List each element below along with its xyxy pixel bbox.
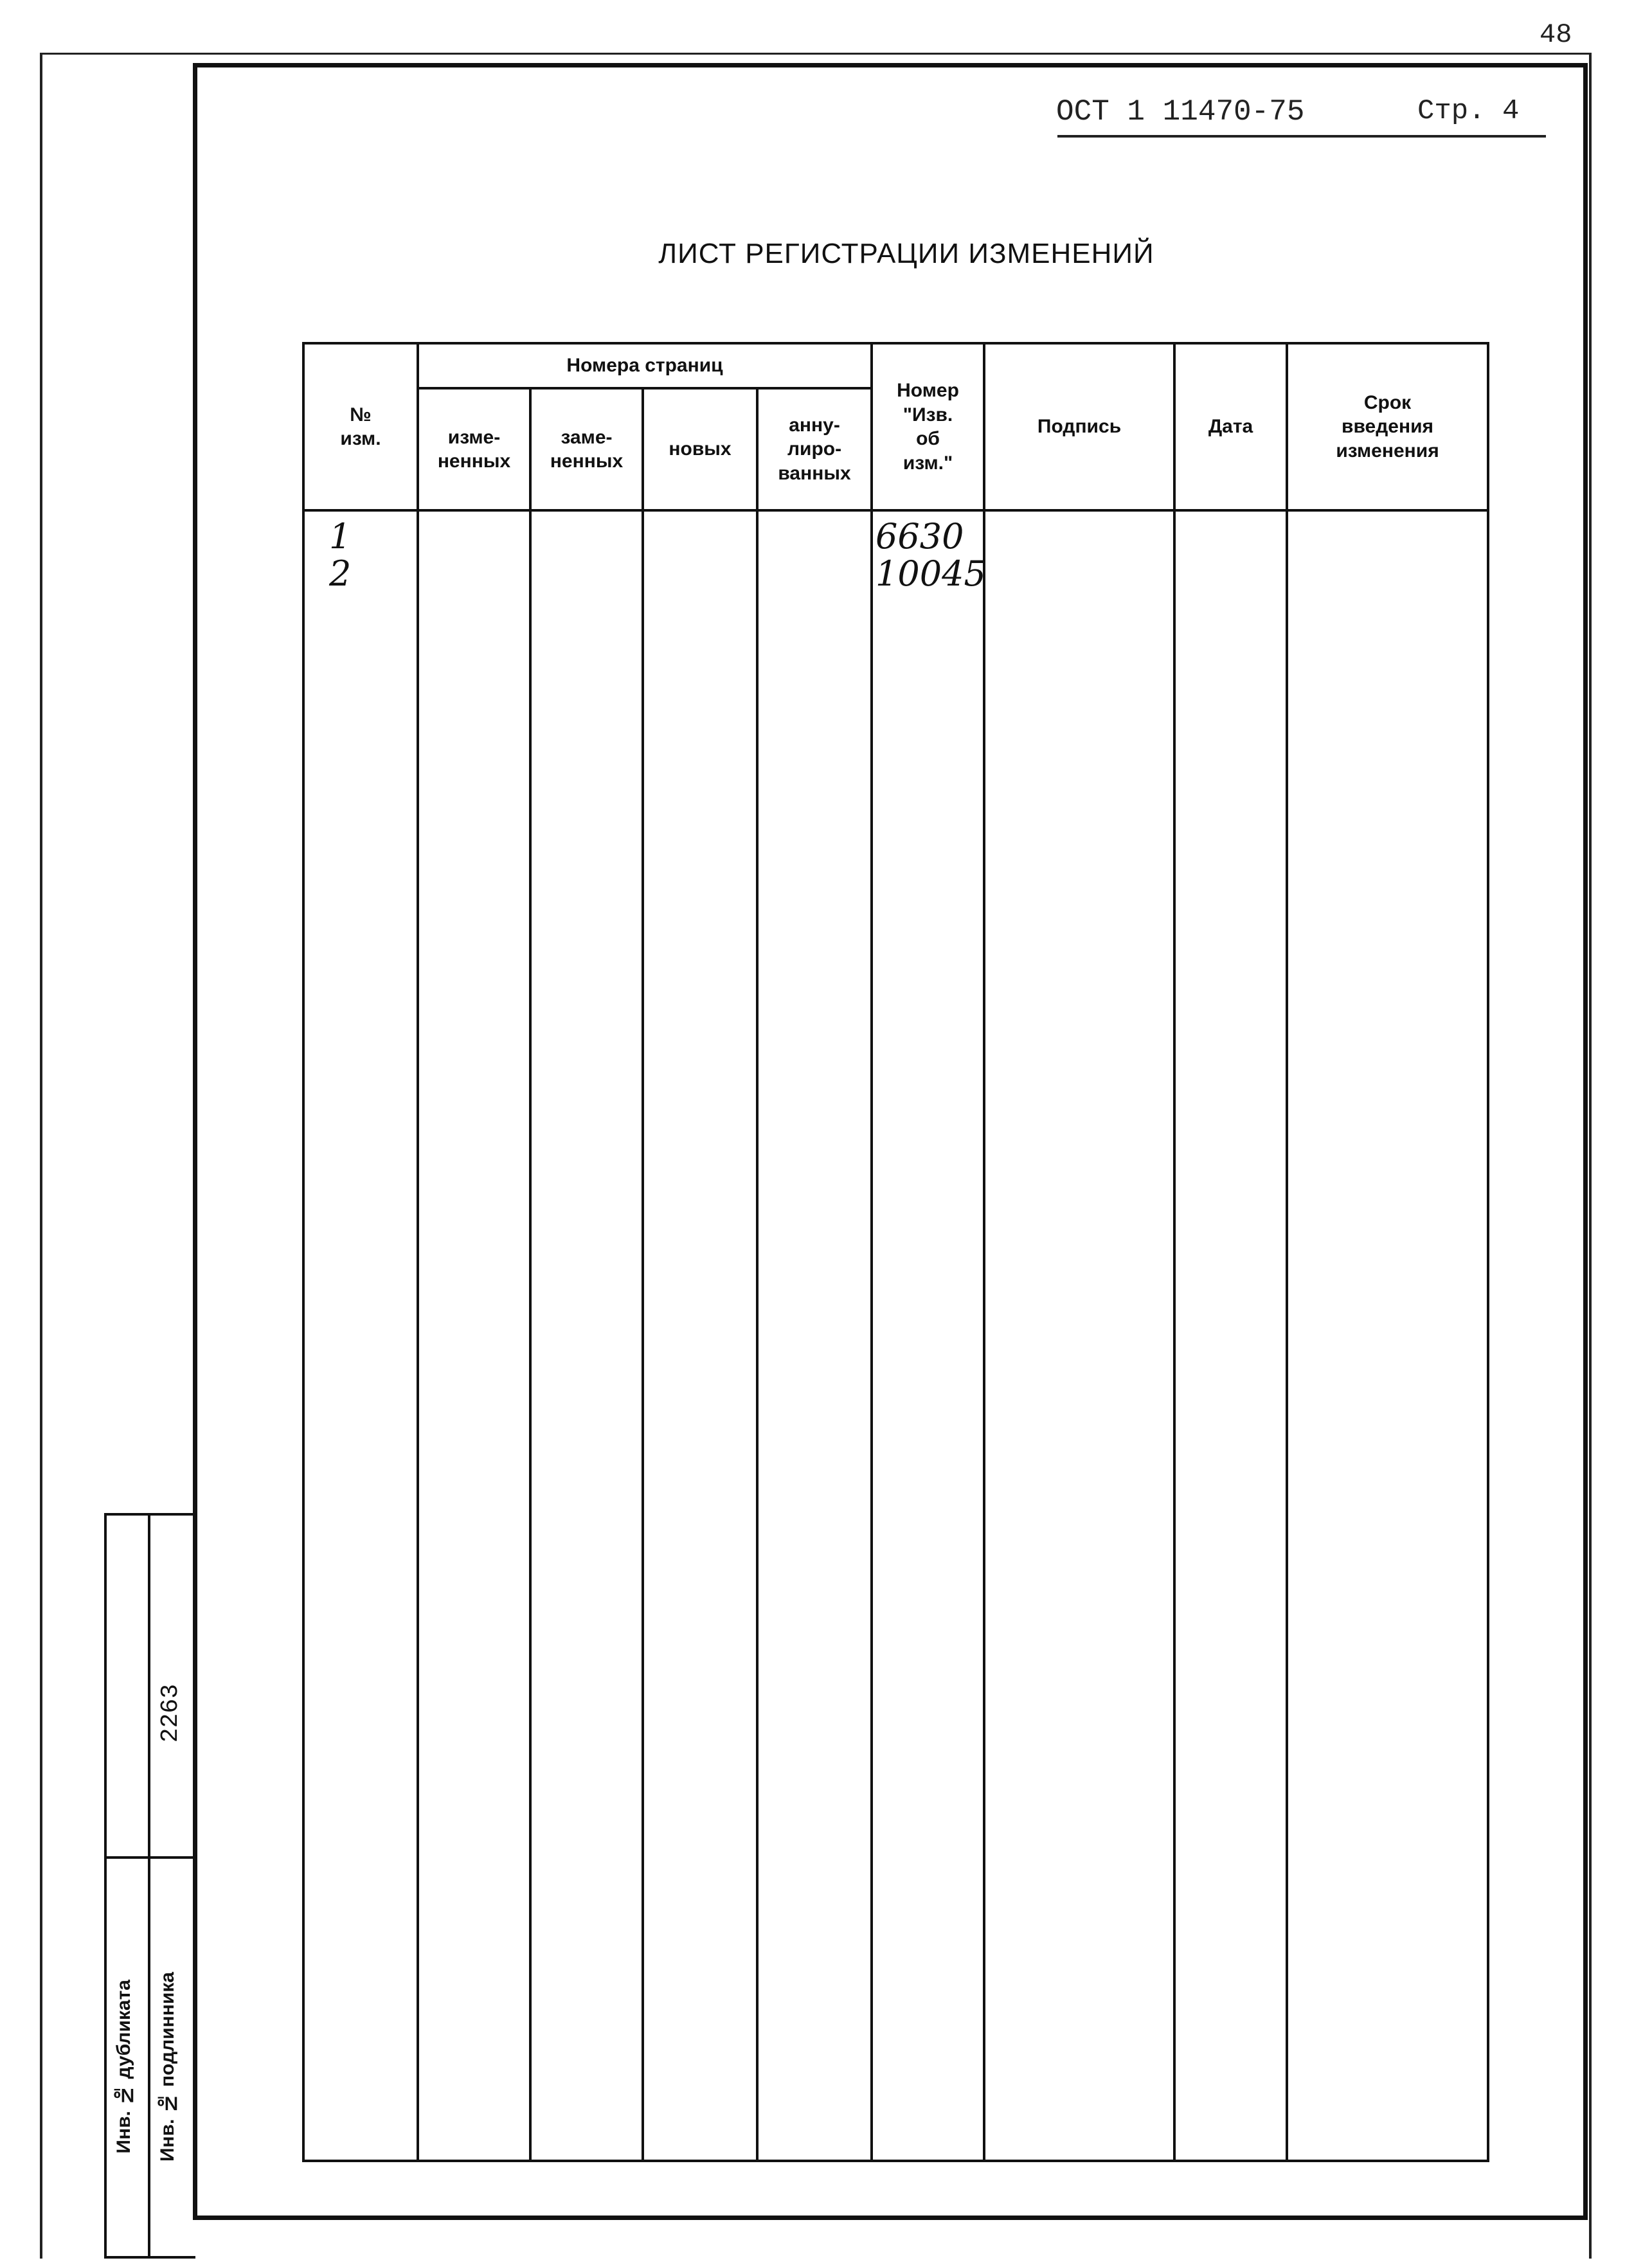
signature-cell	[984, 510, 1174, 2161]
stamp-original-value: 2263	[157, 1684, 184, 1743]
stamp-original-label: Инв. № подлинника	[157, 1972, 178, 2162]
entry-notice: 6630	[875, 516, 964, 557]
stamp-divider-horizontal	[104, 1856, 195, 1859]
page-number: 48	[1540, 19, 1572, 50]
entry-number: 1	[329, 516, 352, 557]
date-cell	[1174, 510, 1287, 2161]
notice-number-cell	[872, 510, 984, 2161]
header-replaced-pages: заме- ненных	[530, 388, 643, 510]
header-changed-pages: изме- ненных	[418, 388, 530, 510]
stamp-duplicate-label: Инв. № дубликата	[113, 1980, 134, 2154]
new-pages-cell	[643, 510, 757, 2161]
annulled-pages-cell	[757, 510, 872, 2161]
change-registration-table	[302, 342, 1489, 2162]
header-annulled-pages: анну- лиро- ванных	[757, 388, 872, 510]
header-notice-number: Номер "Изв. об изм."	[872, 343, 984, 510]
replaced-pages-cell	[530, 510, 643, 2161]
stamp-divider-vertical	[148, 1513, 150, 2259]
header-new-pages: новых	[643, 388, 757, 510]
header-date: Дата	[1174, 343, 1287, 510]
document-page-label: Стр. 4	[1417, 95, 1520, 127]
header-change-number: № изм.	[303, 343, 418, 510]
header-deadline: Срок введения изменения	[1287, 343, 1488, 510]
change-number-cell	[303, 510, 418, 2161]
page-title: ЛИСТ РЕГИСТРАЦИИ ИЗМЕНЕНИЙ	[658, 238, 1154, 269]
document-code: ОСТ 1 11470-75	[1056, 95, 1305, 129]
changed-pages-cell	[418, 510, 530, 2161]
header-underline	[1057, 135, 1546, 138]
header-page-numbers: Номера страниц	[418, 343, 872, 388]
entry-number: 2	[329, 553, 352, 594]
table-body-row	[303, 510, 1488, 2161]
deadline-cell	[1287, 510, 1488, 2161]
entry-notice: 10045	[875, 553, 986, 594]
header-signature: Подпись	[984, 343, 1174, 510]
